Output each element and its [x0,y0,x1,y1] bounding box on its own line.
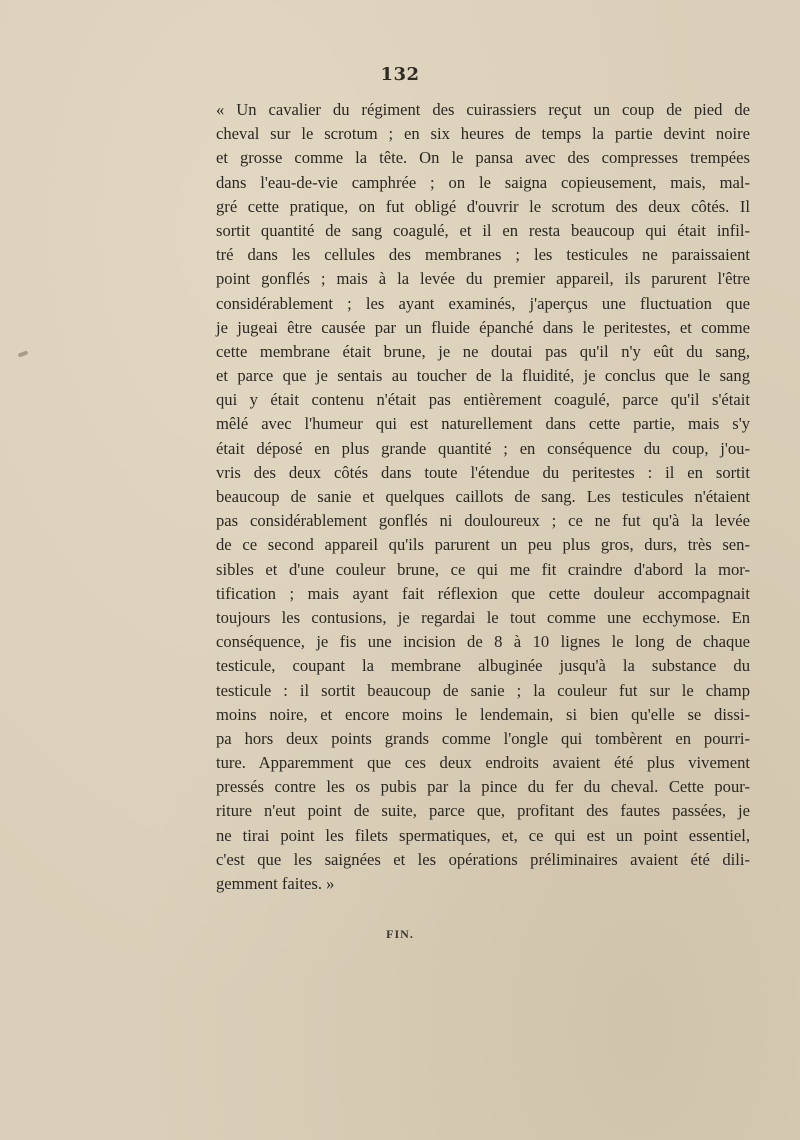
text-line: testicule : il sortit beaucoup de sanie ; la couleur fut sur le champ [216,680,750,700]
end-mark: FIN. [386,927,414,941]
text-line: tification ; mais ayant fait réflexion que cette douleur accompagnait [216,583,750,603]
page-number: 132 [380,64,420,85]
text-line: ture. Apparemment que ces deux endroits avaient été plus vivement [216,753,750,773]
text-line: de ce second appareil qu'ils parurent un peu plus gros, durs, très sen- [216,535,750,555]
text-line: beaucoup de sanie et quelques caillots de sang. Les testicules n'étaient [216,487,750,506]
text-line: testicule, coupant la membrane albuginée jusqu'à la substance du [216,656,750,676]
text-line: était déposé en plus grande quantité ; en conséquence du coup, j'ou- [216,438,750,458]
text-line: ne tirai point les filets spermatiques, et, ce qui est un point essentiel, [216,825,750,845]
text-line: sibles et d'une couleur brune, ce qui me fit craindre d'abord la mor- [216,559,750,579]
text-line: conséquence, je fis une incision de 8 à 10 lignes le long de chaque [216,632,750,652]
text-line: vris des deux côtés dans toute l'étendue du peritestes : il en sortit [216,462,750,482]
text-line: considérablement ; les ayant examinés, j'aperçus une fluctuation que [216,293,750,313]
text-line: riture n'eut point de suite, parce que, profitant des fautes passées, je [216,801,750,821]
body-text [216,98,750,896]
text-line: je jugeai être causée par un fluide épanché dans le peritestes, et comme [216,317,750,337]
text-line: pa hors deux points grands comme l'ongle qui tombèrent en pourri- [216,728,750,748]
text-line: « Un cavalier du régiment des cuirassiers reçut un coup de pied de [216,100,750,119]
text-line: toujours les contusions, je regardai le tout comme une ecchymose. En [216,607,750,627]
text-line: sortit quantité de sang coagulé, et il en resta beaucoup qui était infil- [216,220,750,240]
text-line: moins noire, et encore moins le lendemain, si bien qu'elle se dissi- [216,704,750,724]
text-line: et grosse comme la tête. On le pansa avec des compresses trempées [216,148,750,168]
text-line: tré dans les cellules des membranes ; les testicules ne paraissaient [216,245,750,265]
text-line: qui y était contenu n'était pas entièrement coagulé, parce qu'il s'était [216,390,750,410]
text-line: dans l'eau-de-vie camphrée ; on le saigna copieusement, mais, mal- [216,172,750,192]
text-line: gré cette pratique, on fut obligé d'ouvrir le scrotum des deux côtés. Il [216,196,750,216]
text-line: pressés contre les os pubis par la pince du fer du cheval. Cette pour- [216,777,750,797]
text-line: mêlé avec l'humeur qui est naturellement dans cette partie, mais s'y [216,414,750,434]
margin-ink-mark [18,350,29,357]
text-line: cette membrane était brune, je ne doutai pas qu'il n'y eût du sang, [216,341,750,361]
text-line: c'est que les saignées et les opérations préliminaires avaient été dili- [216,849,750,869]
text-line: pas considérablement gonflés ni douloureux ; ce ne fut qu'à la levée [216,511,750,531]
text-line: cheval sur le scrotum ; en six heures de temps la partie devint noire [216,124,750,144]
text-line: et parce que je sentais au toucher de la fluidité, je conclus que le sang [216,366,750,386]
text-line: point gonflés ; mais à la levée du premier appareil, ils parurent l'être [216,269,750,289]
text-line: gemment faites. » [216,874,335,893]
